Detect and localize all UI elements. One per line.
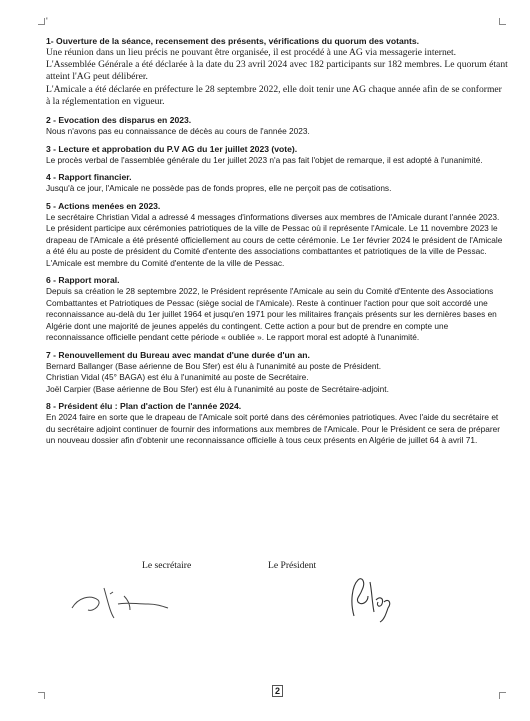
section-paragraph: L'Amicale a été déclarée en préfecture le 28 septembre 2022, elle doit tenir une AG chaque année afin de se conformer à la réglementation en vigueur. <box>46 83 502 107</box>
margin-corner-mark <box>38 692 45 699</box>
section-2 <box>46 115 508 138</box>
section-8 <box>46 401 508 447</box>
signature-block <box>46 560 508 640</box>
page-number: 2 <box>272 685 283 697</box>
section-paragraph: Une réunion dans un lieu précis ne pouvant être organisée, il est procédé à une AG via messagerie internet. L'Assemblée Générale a été déclarée à la date du 23 avril 2024 avec 182 participants sur 182 membres. Le quorum étant atteint l'AG peut délibérer. <box>46 47 508 83</box>
section-paragraph: Depuis sa création le 28 septembre 2022, le Président représente l'Amicale au sein du Comité d'Entente des Associations Combattantes et Patriotiques de Pessac (siège social de l'Amicale). Reste à continuer l'action pour que soit accordé une reconnaissance au-delà du 1er juillet 1964 et jusqu'en 1971 pour les militaires français présents sur les dernières bases en Algérie dont une majorité de jeunes appelés du contingent. Cette action a pour but de prendre en compte une reconnaissance officielle pendant cette période « oubliée ». Le rapport moral est adopté à l'unanimité. <box>46 286 497 343</box>
tick-mark: ' <box>46 16 48 26</box>
section-7 <box>46 350 508 396</box>
section-heading: 4 - Rapport financier. <box>46 172 132 183</box>
section-paragraph: Bernard Ballanger (Base aérienne de Bou Sfer) est élu à l'unanimité au poste de Président. <box>46 360 382 371</box>
margin-corner-mark <box>38 18 45 25</box>
president-label: Le Président <box>268 560 317 571</box>
section-paragraph: Le procès verbal de l'assemblée générale du 1er juillet 2023 n'a pas fait l'objet de remarque, il est adopté à l'unanimité. <box>46 154 483 165</box>
secretary-signature <box>64 574 184 626</box>
section-heading: 5 - Actions menées en 2023. <box>46 200 161 211</box>
section-1 <box>46 36 508 108</box>
document-body <box>46 36 508 453</box>
section-6 <box>46 275 508 344</box>
section-paragraph: Le secrétaire Christian Vidal a adressé 4 messages d'informations diverses aux membres de l'Amicale durant l'année 2023. Le président participe aux cérémonies patriotiques de la ville de Pessac où il représente l'Amicale. Le 11 novembre 2023 le drapeau de l'Amicale a été présenté officiellement au cours de cette cérémonie. Le 1er février 2024 le président de l'Amicale a été élu au poste de président du Comité d'entente des associations combattantes et patriotiques de la ville de Pessac. L'Amicale est membre du Comité d'entente de la ville de Pessac. <box>46 211 503 268</box>
section-5 <box>46 201 508 270</box>
section-paragraph: Joël Carpier (Base aérienne de Bou Sfer) est élu à l'unanimité au poste de Secrétaire-adjoint. <box>46 383 389 394</box>
section-heading: 3 - Lecture et approbation du P.V AG du 1er juillet 2023 (vote). <box>46 143 298 154</box>
secretary-label: Le secrétaire <box>142 560 192 571</box>
margin-corner-mark <box>499 18 506 25</box>
section-paragraph: En 2024 faire en sorte que le drapeau de l'Amicale soit porté dans des cérémonies patriotiques. Avec l'aide du secrétaire et du secrétaire adjoint continuer de fournir des informations aux membres de l'Amicale. Pour le Président ce sera de préparer un nouveau dossier afin d'obtenir une reconnaissance officielle à tous ceux présents en Algérie de juillet 64 à avril 71. <box>46 412 500 446</box>
section-heading: 7 - Renouvellement du Bureau avec mandat d'une durée d'un an. <box>46 349 310 360</box>
section-paragraph: Nous n'avons pas eu connaissance de décès au cours de l'année 2023. <box>46 126 310 137</box>
section-paragraph: Christian Vidal (45° BAGA) est élu à l'unanimité au poste de Secrétaire. <box>46 372 309 383</box>
margin-corner-mark <box>499 692 506 699</box>
section-3 <box>46 144 508 167</box>
president-signature <box>340 572 400 628</box>
section-heading: 1- Ouverture de la séance, recensement des présents, vérifications du quorum des votants. <box>46 36 420 46</box>
section-heading: 2 - Evocation des disparus en 2023. <box>46 115 192 126</box>
section-4 <box>46 172 508 195</box>
section-paragraph: Jusqu'à ce jour, l'Amicale ne possède pas de fonds propres, elle ne perçoit pas de cotisations. <box>46 183 392 194</box>
section-heading: 6 - Rapport moral. <box>46 275 120 286</box>
section-heading: 8 - Président élu : Plan d'action de l'année 2024. <box>46 401 242 412</box>
